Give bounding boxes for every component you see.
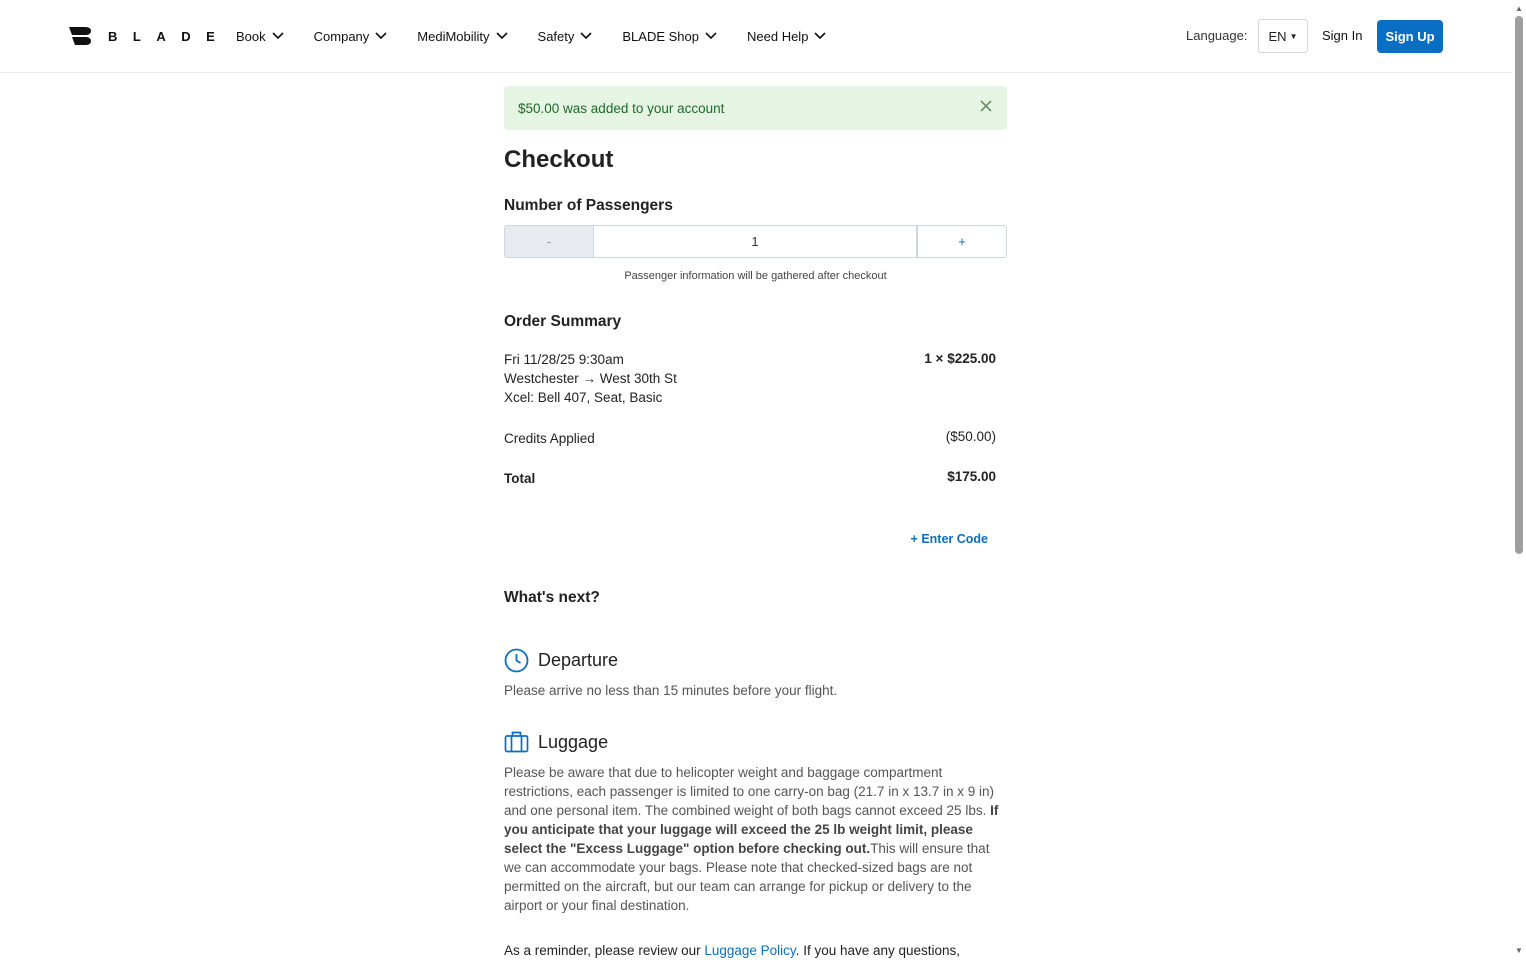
chevron-down-icon xyxy=(580,32,592,40)
departure-text: Please arrive no less than 15 minutes before your flight. xyxy=(504,683,838,698)
departure-heading xyxy=(504,648,618,673)
blade-logo-icon xyxy=(68,26,92,46)
blade-logo[interactable] xyxy=(68,26,230,46)
nav-label: MediMobility xyxy=(417,28,490,44)
luggage-reminder xyxy=(504,941,1007,960)
luggage-text xyxy=(504,763,1007,915)
clock-icon xyxy=(504,648,529,673)
luggage-policy-link[interactable]: Luggage Policy xyxy=(704,943,796,958)
departure-title: Departure xyxy=(538,650,619,670)
luggage-title: Luggage xyxy=(538,731,609,752)
nav-medimobility[interactable] xyxy=(417,29,507,44)
nav-company[interactable] xyxy=(314,29,388,44)
language-value: EN xyxy=(1268,28,1287,44)
passenger-count-input[interactable] xyxy=(593,225,917,258)
flight-price: 1 × $225.00 xyxy=(924,351,996,366)
flight-aircraft: Xcel: Bell 407, Seat, Basic xyxy=(504,390,663,405)
sign-up-button[interactable]: Sign Up xyxy=(1377,20,1443,53)
luggage-text-part-1: Please be aware that due to helicopter weight and baggage compartment restrictions, each passenger is limited to one carry-on bag (21.7 in x 13.7 in x 9 in) and one personal item. The combined weight of both bags cannot exceed 25 lbs. xyxy=(504,765,994,818)
total-label: Total xyxy=(504,471,536,486)
caret-down-icon: ▼ xyxy=(1289,31,1298,41)
increment-button[interactable]: + xyxy=(917,225,1007,258)
page-scrollbar[interactable] xyxy=(1512,0,1526,962)
luggage-icon xyxy=(504,731,529,753)
language-label: Language: xyxy=(1186,28,1248,43)
nav-label: Company xyxy=(313,28,370,44)
passenger-stepper xyxy=(504,225,1007,258)
decrement-button[interactable]: - xyxy=(504,225,594,258)
chevron-down-icon xyxy=(705,32,717,40)
nav-safety[interactable] xyxy=(538,29,593,44)
flight-datetime: Fri 11/28/25 9:30am xyxy=(504,352,624,367)
flight-route: Westchester → West 30th St xyxy=(504,371,677,386)
scroll-down-arrow-icon[interactable]: ▼ xyxy=(1515,946,1523,955)
alert-message: $50.00 was added to your account xyxy=(518,100,725,116)
chevron-down-icon xyxy=(375,32,387,40)
credits-label: Credits Applied xyxy=(504,431,595,446)
passenger-note: Passenger information will be gathered after checkout xyxy=(624,270,887,282)
nav-label: Need Help xyxy=(747,28,809,44)
reminder-prefix: As a reminder, please review our xyxy=(504,943,705,958)
luggage-text-part-2: This will ensure that we can accommodate your bags. Please note that checked-sized bags are not permitted on the aircraft, but our team can arrange for pickup or delivery to the airport or your final destination. xyxy=(504,841,990,913)
nav-blade-shop[interactable] xyxy=(622,29,717,44)
passengers-label: Number of Passengers xyxy=(504,197,673,214)
luggage-text-bold: If you anticipate that your luggage will exceed the 25 lb weight limit, please select the "Excess Luggage" option before checking out. xyxy=(504,803,999,856)
luggage-heading xyxy=(504,731,608,753)
nav-label: Book xyxy=(236,28,266,44)
language-select[interactable] xyxy=(1258,19,1308,53)
chevron-down-icon xyxy=(496,32,508,40)
success-alert xyxy=(504,86,1007,130)
order-summary-title: Order Summary xyxy=(504,313,622,330)
chevron-down-icon xyxy=(272,32,284,40)
reminder-suffix: . If you have any questions, xyxy=(795,943,961,958)
whats-next-title: What's next? xyxy=(504,589,600,606)
enter-code-link[interactable]: + Enter Code xyxy=(910,532,988,546)
sign-in-link[interactable]: Sign In xyxy=(1322,28,1363,43)
checkout-panel xyxy=(504,86,1007,958)
page-title: Checkout xyxy=(504,146,614,173)
scroll-up-arrow-icon[interactable]: ▲ xyxy=(1515,4,1523,13)
close-icon[interactable] xyxy=(979,99,993,113)
chevron-down-icon xyxy=(814,32,826,40)
nav-label: Safety xyxy=(537,28,575,44)
credits-value: ($50.00) xyxy=(945,429,996,444)
main-nav xyxy=(236,0,856,72)
nav-need-help[interactable] xyxy=(747,29,826,44)
top-navbar xyxy=(0,0,1512,73)
scrollbar-thumb[interactable] xyxy=(1515,16,1523,554)
nav-label: BLADE Shop xyxy=(622,28,699,44)
nav-book[interactable] xyxy=(236,29,284,44)
logo-text: BLADE xyxy=(108,28,231,44)
total-value: $175.00 xyxy=(947,469,996,484)
